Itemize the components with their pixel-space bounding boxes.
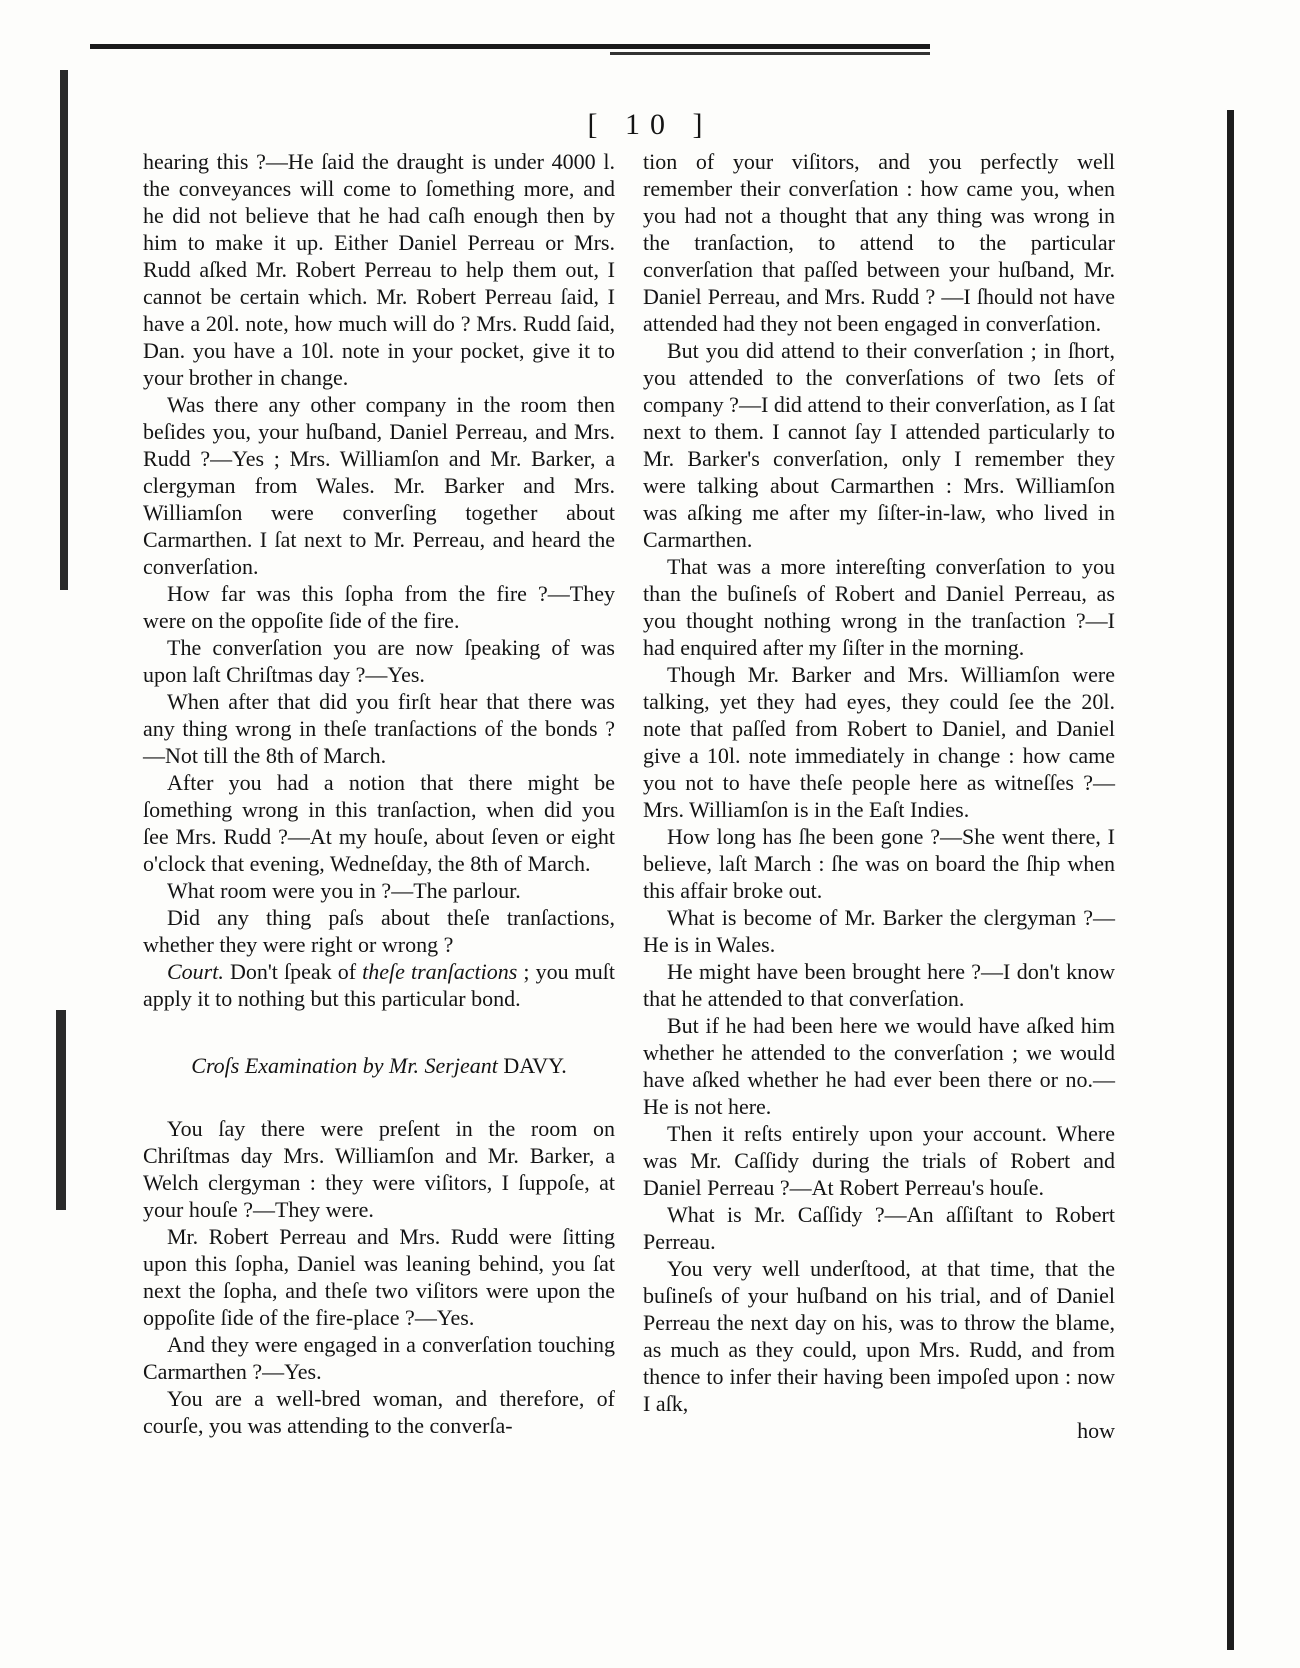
paragraph: But you did attend to their converſation ; in ſhort, you attended to the converſations of two ſets of company ?—I did attend to their converſation, as I ſat next to them. I cannot ſay I attended particularly to Mr. Barker's converſation, only I remember they were talking about Carmarthen : Mrs. Williamſon was aſking me after my ſiſter-in-law, who lived in Carmarthen.	[643, 338, 1115, 552]
paragraph: The converſation you are now ſpeaking of was upon laſt Chriſtmas day ?—Yes.	[143, 635, 615, 687]
paragraph: That was a more intereſting converſation to you than the buſineſs of Robert and Daniel Perreau, as you thought nothing wrong in the tranſaction ?—I had enquired after my ſiſter in the morning.	[643, 554, 1115, 660]
paragraph: How long has ſhe been gone ?—She went there, I believe, laſt March : ſhe was on board the ſhip when this affair broke out.	[643, 824, 1115, 903]
paragraph: Then it reſts entirely upon your account. Where was Mr. Caſſidy during the trials of Robert and Daniel Perreau ?—At Robert Perreau's houſe.	[643, 1121, 1115, 1200]
paragraph: What is Mr. Caſſidy ?—An aſſiſtant to Robert Perreau.	[643, 1202, 1115, 1254]
paragraph: tion of your viſitors, and you perfectly well remember their converſation : how came you, when you had not a thought that any thing was wrong in the tranſaction, to attend to the particular converſation that paſſed between your huſband, Mr. Daniel Perreau, and Mrs. Rudd ? —I ſhould not have attended had they not been engaged in converſation.	[643, 149, 1115, 336]
right-edge-shadow	[1227, 110, 1234, 1650]
paragraph: But if he had been here we would have aſked him whether he attended to the converſation ; we would have aſked whether he had ever been there or no.—He is not here.	[643, 1013, 1115, 1119]
paragraph: You ſay there were preſent in the room on Chriſtmas day Mrs. Williamſon and Mr. Barker, a Welch clergyman : they were viſitors, I ſuppoſe, at your houſe ?—They were.	[143, 1116, 615, 1222]
paragraph: When after that did you firſt hear that there was any thing wrong in theſe tranſactions of the bonds ?—Not till the 8th of March.	[143, 689, 615, 768]
heading-text: Croſs Examination by Mr. Serjeant	[191, 1053, 504, 1078]
speaker-label: Court.	[167, 959, 224, 984]
paragraph: Mr. Robert Perreau and Mrs. Rudd were ſitting upon this ſopha, Daniel was leaning behind, you ſat next the ſopha, and theſe two viſitors were upon the oppoſite ſide of the fire-place ?—Yes.	[143, 1224, 615, 1330]
paragraph: You very well underſtood, at that time, that the buſineſs of your huſband on his trial, and of Daniel Perreau the next day on his, was to throw the blame, as much as they could, upon Mrs. Rudd, and from thence to infer their having been impoſed upon : now I aſk,	[643, 1256, 1115, 1416]
court-emphasis: theſe tranſactions	[362, 959, 518, 984]
paragraph: You are a well-bred woman, and therefore, of courſe, you was attending to the converſa-	[143, 1386, 615, 1438]
top-border-rule	[90, 44, 930, 49]
court-text: ; you muſt apply it to nothing but this particular bond.	[143, 959, 616, 1011]
paragraph: After you had a notion that there might be ſomething wrong in this tranſaction, when did you ſee Mrs. Rudd ?—At my houſe, about ſeven or eight o'clock that evening, Wedneſday, the 8th of March.	[143, 770, 615, 876]
paragraph: What is become of Mr. Barker the clergyman ?—He is in Wales.	[643, 905, 1115, 957]
heading-name: DAVY.	[503, 1053, 567, 1078]
page-number: [ 10 ]	[587, 108, 713, 141]
paragraph: And they were engaged in a converſation touching Carmarthen ?—Yes.	[143, 1332, 615, 1384]
paragraph: hearing this ?—He ſaid the draught is under 4000 l. the conveyances will come to ſomething more, and he did not believe that he had caſh enough then by him to make it up. Either Daniel Perreau or Mrs. Rudd aſked Mr. Robert Perreau to help them out, I cannot be certain which. Mr. Robert Perreau ſaid, I have a 20l. note, how much will do ? Mrs. Rudd ſaid, Dan. you have a 10l. note in your pocket, give it to your brother in change.	[143, 149, 615, 390]
top-border-rule-secondary	[610, 52, 930, 55]
left-binding-shadow-lower	[56, 1010, 66, 1210]
paragraph: He might have been brought here ?—I don't know that he attended to that converſation.	[643, 959, 1115, 1011]
paragraph: What room were you in ?—The parlour.	[167, 878, 521, 903]
left-column	[143, 148, 615, 1439]
section-heading	[143, 1052, 615, 1079]
left-binding-shadow	[60, 70, 68, 590]
paragraph: Was there any other company in the room then beſides you, your huſband, Daniel Perreau, and Mrs. Rudd ?—Yes ; Mrs. Williamſon and Mr. Barker, a clergyman from Wales. Mr. Barker and Mrs. Williamſon were converſing together about Carmarthen. I ſat next to Mr. Perreau, and heard the converſation.	[143, 392, 615, 579]
court-text: Don't ſpeak of	[223, 959, 363, 984]
paragraph: Though Mr. Barker and Mrs. Williamſon were talking, yet they had eyes, they could ſee the 20l. note that paſſed from Robert to Daniel, and Daniel give a 10l. note immediately in change : how came you not to have theſe people here as witneſſes ?—Mrs. Williamſon is in the Eaſt Indies.	[643, 662, 1115, 822]
catchword: how	[1077, 1418, 1115, 1443]
right-column	[643, 148, 1115, 1444]
paragraph: Did any thing paſs about theſe tranſactions, whether they were right or wrong ?	[143, 905, 615, 957]
paragraph: How far was this ſopha from the fire ?—They were on the oppoſite ſide of the fire.	[143, 581, 615, 633]
court-paragraph	[143, 958, 615, 1012]
